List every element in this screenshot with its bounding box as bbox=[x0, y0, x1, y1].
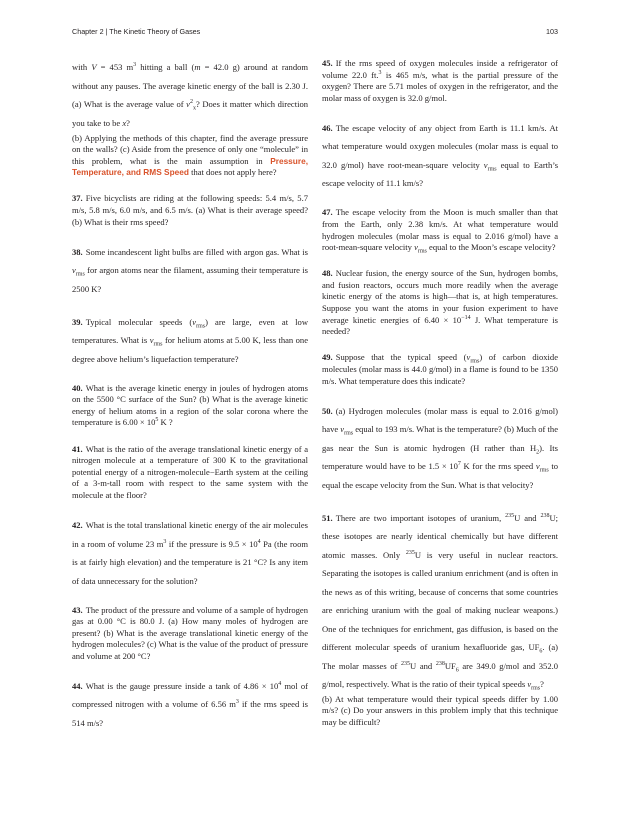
math-energy: $6.40 \times 10^{-14}$ J bbox=[424, 314, 479, 325]
math-uf6: $UF_6$ bbox=[528, 642, 543, 655]
math-temp-1.5e7: $1.5 \times 10^7$ K bbox=[428, 461, 470, 472]
math-h2: $H_2$ bbox=[529, 442, 540, 456]
math-u238: $^{238}$U bbox=[540, 512, 556, 523]
right-column bbox=[322, 58, 558, 728]
problem-38: 38. Some incandescent light bulbs are filled with argon gas. What is $v_{rms}$ for argon atoms near the filament, assuming their temperature is 2500 K? bbox=[72, 246, 308, 294]
math-volume-23: 23 $m^3$ bbox=[145, 538, 167, 549]
math-volume-22: 22.0 ft.$^3$ bbox=[351, 69, 382, 80]
math-u235: $^{235}$U bbox=[405, 549, 421, 560]
left-column bbox=[72, 58, 308, 732]
chapter-title: Chapter 2 | The Kinetic Theory of Gases bbox=[72, 27, 201, 36]
math-vx-squared: $v^2_x$? bbox=[186, 99, 200, 112]
page-number: 103 bbox=[546, 27, 558, 36]
page-header bbox=[72, 27, 558, 41]
problem-45: 45. If the rms speed of oxygen molecules inside a refrigerator of volume 22.0 ft.$^3$ is 465 m/s, what is the partial pressure of the oxygen? There are 5.71 moles of oxygen in the refrigerator, and the molar mass of oxygen is 32.0 g/mol. bbox=[322, 58, 559, 103]
problem-36-continued: with V = 453 $m^3$ hitting a ball (m = 42.0 g) around at random without any pauses. The average kinetic energy of the ball is 2.30 J. (a) What is the average value of $v^2_x$? Does it matter which direction you take to be x? bbox=[72, 62, 309, 128]
math-u238f6: $^{238}UF_6$ bbox=[435, 660, 459, 674]
math-temp-200: 200 °C bbox=[122, 650, 147, 661]
math-mass-42: (m = 42.0 g) bbox=[191, 62, 240, 72]
math-temp-5500: 5500 °C bbox=[96, 394, 126, 405]
math-moles: $4.86 \times 10^4$ mol bbox=[243, 680, 298, 691]
math-volume-656: 6.56 $m^3$ bbox=[211, 699, 239, 710]
math-temp-0: 0.00 °C bbox=[97, 616, 126, 627]
problem-43: 43. The product of the pressure and volume of a sample of hydrogen gas at 0.00 °C is 80.0 J. (a) How many moles of hydrogen are present? (b) What is the average translational kinetic energy of the hydrogen molecules? (c) What is the value of the product of pressure and volume at 200 °C? bbox=[72, 604, 309, 661]
problem-41: 41. What is the ratio of the average translational kinetic energy of a nitrogen molecule at a temperature of 300 K to the gravitational potential energy of a nitrogen-molecule−Earth system at the ceiling of a 3-m-tall room with respect to the same system with the molecule at the floor? bbox=[72, 443, 308, 500]
problem-40: 40. What is the average kinetic energy in joules of hydrogen atoms on the 5500 °C surface of the Sun? (b) What is the average kinetic energy of helium atoms in a region of the solar corona where the temperature is $6.00 \times 10^5$ K ? bbox=[72, 382, 308, 428]
math-vrms: $v_{rms}$ bbox=[72, 265, 85, 278]
math-vrms: $v_{rms}$ bbox=[483, 159, 497, 173]
math-vrms: $v_{rms}$ bbox=[340, 424, 354, 437]
math-u235: $^{235}$U bbox=[505, 512, 521, 523]
section-link[interactable]: Pressure, Temperature, and RMS Speed bbox=[72, 155, 309, 178]
problem-49: 49. Suppose that the typical speed $(v_{rms})$ of carbon dioxide molecules (molar mass is 44.0 g/mol) in a flame is found to be 1350 m/s. What temperature does this indicate? bbox=[322, 352, 558, 386]
problem-51: 51. There are two important isotopes of uranium, $^{235}$U and $^{238}$U; these isotopes are nearly identical chemically but have different atomic masses. Only $^{235}$U is very useful in nuclear reactors. Separating the isotopes is called uranium enrichment (and is often in the news as of this writing, because of concerns that some countries are enriching uranium with the goal of making nuclear weapons.) One of the techniques for enrichment, gas diffusion, is based on the different molecular speeds of uranium hexafluoride gas, $UF_6$. (a) The molar masses of $^{235}$U and $^{238}UF_6$ are 349.0 g/mol and 352.0 g/mol, respectively. What is the ratio of their typical speeds $v_{rms}$? bbox=[322, 512, 559, 692]
problem-39: 39. Typical molecular speeds $(v_{rms})$ are large, even at low temperatures. What is $v_{rms}$ for helium atoms at 5.00 K, less than one degree above helium’s liquefaction temperature? bbox=[72, 316, 308, 364]
math-pressure: $9.5 \times 10^4$ Pa bbox=[228, 538, 272, 549]
math-vrms: $v_{rms}$ bbox=[414, 242, 427, 255]
math-vrms: $v_{rms}$ bbox=[527, 679, 541, 692]
problem-47: 47. The escape velocity from the Moon is much smaller than that from the Earth, only 2.38 km/s. At what temperature would hydrogen molecules (molar mass is equal to 2.016 g/mol) have a root-mean-square velocity $v_{rms}$ equal to the Moon’s escape velocity? bbox=[322, 207, 558, 255]
problem-44: 44. What is the gauge pressure inside a tank of $4.86 \times 10^4$ mol of compressed nitrogen with a volume of 6.56 $m^3$ if the rms speed is 514 m/s? bbox=[72, 680, 309, 728]
math-vrms: $(v_{rms})$ bbox=[463, 352, 483, 366]
problem-37: 37. Five bicyclists are riding at the following speeds: 5.4 m/s, 5.7 m/s, 5.8 m/s, 6.0 m/s, and 6.5 m/s. (a) What is their average speed? (b) What is their rms speed? bbox=[72, 193, 308, 227]
math-temp-21: 21 °C bbox=[243, 557, 264, 567]
problem-42: 42. What is the total translational kinetic energy of the air molecules in a room of volume 23 $m^3$ if the pressure is $9.5 \times 10^4$ Pa (the room is at fairly high elevation) and the temperature is 21 °C? Is any item of data unnecessary for the solution? bbox=[72, 520, 308, 586]
problem-36-tail: (b) Applying the methods of this chapter, find the average pressure on the walls? (c) Aside from the presence of only one “molecule” in this problem, what is the main assumption in Pressure, Temperature, and RMS Speed that does not apply here? bbox=[72, 132, 309, 178]
math-vrms: $(v_{rms})$ bbox=[189, 316, 208, 330]
problem-46: 46. The escape velocity of any object from Earth is 11.1 km/s. At what temperature would oxygen molecules (molar mass is equal to 32.0 g/mol) have root-mean-square velocity $v_{rms}$ equal to Earth’s escape velocity of 11.1 km/s? bbox=[322, 122, 559, 189]
math-u235: $^{235}$U bbox=[401, 660, 417, 671]
math-vrms: $v_{rms}$ bbox=[535, 461, 549, 474]
problem-51-tail: (b) At what temperature would their typical speeds differ by 1.00 m/s? (c) Do your answers in this problem imply that this technique may be difficult? bbox=[322, 693, 558, 727]
problem-48: 48. Nuclear fusion, the energy source of the Sun, hydrogen bombs, and fusion reactors, occurs much more readily when the average kinetic energy of the atoms is high—that is, at high temperatures. Suppose you want the atoms in your fusion experiment to have average kinetic energies of $6.40 \times 10^{-14}$ J. What temperature is needed? bbox=[322, 268, 558, 337]
math-volume-453: V = 453 $m^3$ bbox=[91, 62, 137, 72]
math-vrms: $v_{rms}$ bbox=[149, 335, 163, 348]
math-temp-6e5: $6.00 \times 10^5$ K bbox=[122, 417, 167, 428]
problem-50: 50. (a) Hydrogen molecules (molar mass is equal to 2.016 g/mol) have $v_{rms}$ equal to 193 m/s. What is the temperature? (b) Much of the gas near the Sun is atomic hydrogen (H rather than $H_2$). Its temperature would have to be $1.5 \times 10^7$ K for the rms speed $v_{rms}$ to equal the escape velocity from the Sun. What is that velocity? bbox=[322, 405, 558, 490]
